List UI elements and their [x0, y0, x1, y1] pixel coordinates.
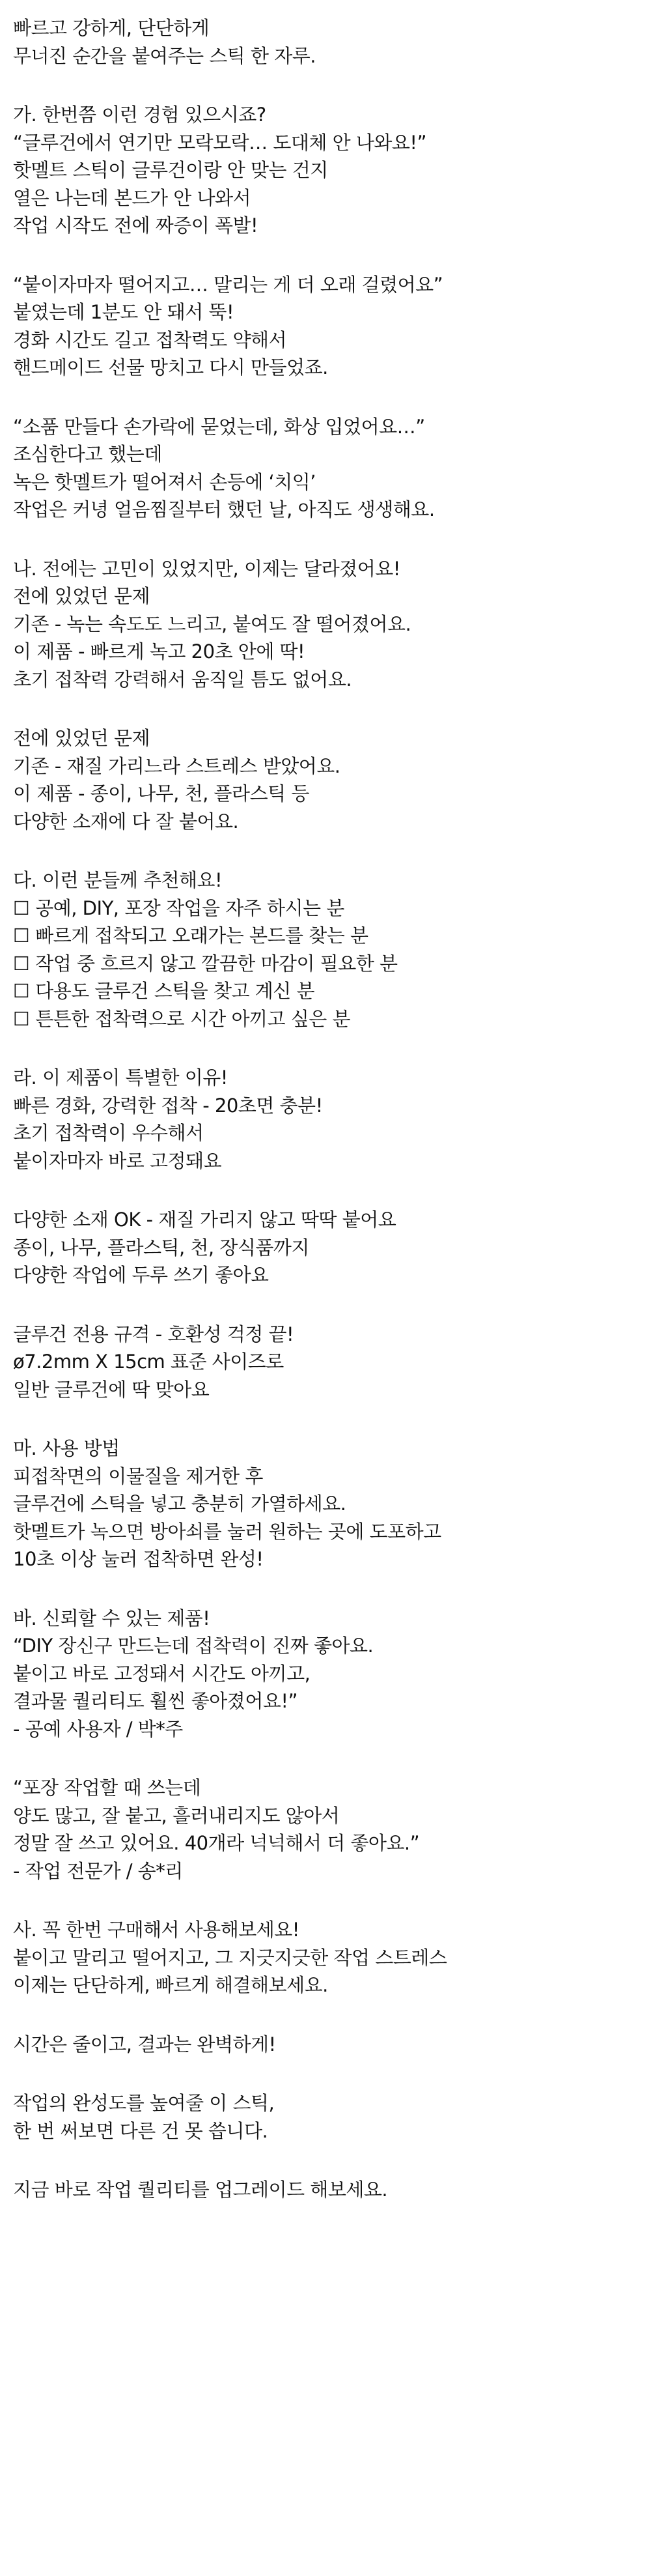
text-line: 10초 이상 눌러 접착하면 완성!: [13, 1548, 264, 1570]
text-line: - 작업 전문가 / 송*리: [13, 1859, 183, 1882]
text-line: ☐ 튼튼한 접착력으로 시간 아끼고 싶은 분: [13, 1007, 351, 1030]
text-line: 라. 이 제품이 특별한 이유!: [13, 1066, 228, 1089]
text-line: 다양한 소재 OK - 재질 가리지 않고 딱딱 붙어요: [13, 1209, 396, 1231]
text-line: 피접착면의 이물질을 제거한 후: [13, 1465, 263, 1487]
text-line: 글루건 전용 규격 - 호환성 걱정 끝!: [13, 1323, 294, 1345]
text-line: 글루건에 스틱을 넣고 충분히 가열하세요.: [13, 1493, 346, 1515]
text-line: 붙였는데 1분도 안 돼서 뚝!: [13, 301, 234, 323]
text-line: 기존 - 녹는 속도도 느리고, 붙여도 잘 떨어졌어요.: [13, 612, 411, 635]
text-line: 전에 있었던 문제: [13, 585, 150, 607]
text-paragraph: [13, 1206, 651, 1289]
text-line: 한 번 써보면 다른 건 못 씁니다.: [13, 2119, 268, 2142]
text-line: “포장 작업할 때 쓰는데: [13, 1777, 201, 1799]
text-line: 이제는 단단하게, 빠르게 해결해보세요.: [13, 1974, 328, 1996]
text-line: 다양한 소재에 다 잘 붙어요.: [13, 810, 239, 833]
text-paragraph: [13, 866, 651, 1033]
text-line: “DIY 장신구 만드는데 접착력이 진짜 좋아요.: [13, 1635, 374, 1657]
text-line: 붙이고 말리고 떨어지고, 그 지긋지긋한 작업 스트레스: [13, 1946, 447, 1969]
text-line: 가. 한번쯤 이런 경험 있으시죠?: [13, 104, 266, 126]
text-line: 핸드메이드 선물 망치고 다시 만들었죠.: [13, 356, 328, 379]
text-line: - 공예 사용자 / 박*주: [13, 1717, 183, 1740]
text-line: 경화 시간도 길고 접착력도 약해서: [13, 328, 287, 351]
text-line: 기존 - 재질 가리느라 스트레스 받았어요.: [13, 754, 340, 777]
text-line: 정말 잘 쓰고 있어요. 40개라 넉넉해서 더 좋아요.”: [13, 1832, 420, 1854]
text-line: 다. 이런 분들께 추천해요!: [13, 869, 223, 891]
text-line: ☐ 빠르게 접착되고 오래가는 본드를 찾는 분: [13, 924, 368, 947]
text-line: 마. 사용 방법: [13, 1437, 120, 1459]
text-line: 조심한다고 했는데: [13, 443, 162, 465]
text-paragraph: [13, 1774, 651, 1885]
text-paragraph: [13, 2176, 651, 2204]
text-line: 다양한 작업에 두루 쓰기 좋아요: [13, 1264, 269, 1286]
text-line: “소품 만들다 손가락에 묻었는데, 화상 입었어요…”: [13, 415, 425, 438]
text-line: 사. 꼭 한번 구매해서 사용해보세요!: [13, 1919, 299, 1941]
text-line: 이 제품 - 빠르게 녹고 20초 안에 딱!: [13, 640, 305, 663]
text-line: 초기 접착력이 우수해서: [13, 1122, 204, 1144]
text-paragraph: [13, 1435, 651, 1573]
text-paragraph: [13, 413, 651, 524]
text-line: ø7.2mm X 15cm 표준 사이즈로: [13, 1351, 284, 1373]
text-line: 빠른 경화, 강력한 접착 - 20초면 충분!: [13, 1094, 323, 1117]
text-line: 일반 글루건에 딱 맞아요: [13, 1378, 210, 1401]
text-paragraph: [13, 1064, 651, 1175]
text-paragraph: [13, 1605, 651, 1743]
text-line: 바. 신뢰할 수 있는 제품!: [13, 1607, 210, 1629]
text-line: 종이, 나무, 플라스틱, 천, 장식품까지: [13, 1236, 309, 1259]
text-line: 열은 나는데 본드가 안 나와서: [13, 186, 251, 209]
text-line: 결과물 퀄리티도 훨씬 좋아졌어요!”: [13, 1690, 298, 1712]
text-paragraph: [13, 2031, 651, 2059]
text-paragraph: [13, 555, 651, 694]
text-line: 작업은 커녕 얼음찜질부터 했던 날, 아직도 생생해요.: [13, 498, 435, 521]
text-paragraph: [13, 14, 651, 70]
text-line: 빠르고 강하게, 단단하게: [13, 17, 210, 39]
text-line: 시간은 줄이고, 결과는 완벽하게!: [13, 2033, 276, 2055]
text-line: 양도 많고, 잘 붙고, 흘러내리지도 않아서: [13, 1804, 340, 1827]
text-line: “붙이자마자 떨어지고… 말리는 게 더 오래 걸렸어요”: [13, 273, 443, 296]
text-line: 작업 시작도 전에 짜증이 폭발!: [13, 214, 258, 236]
text-line: 무너진 순간을 붙여주는 스틱 한 자루.: [13, 44, 316, 67]
text-line: 핫멜트가 녹으면 방아쇠를 눌러 원하는 곳에 도포하고: [13, 1520, 441, 1543]
text-paragraph: [13, 724, 651, 835]
text-paragraph: [13, 271, 651, 382]
text-line: 지금 바로 작업 퀄리티를 업그레이드 해보세요.: [13, 2179, 388, 2201]
text-line: 전에 있었던 문제: [13, 727, 150, 749]
text-line: ☐ 공예, DIY, 포장 작업을 자주 하시는 분: [13, 896, 344, 919]
text-line: “글루건에서 연기만 모락모락… 도대체 안 나와요!”: [13, 131, 427, 154]
text-line: ☐ 다용도 글루건 스틱을 찾고 계신 분: [13, 980, 315, 1002]
text-line: 녹은 핫멜트가 떨어져서 손등에 ‘치익’: [13, 470, 316, 493]
text-line: 붙이고 바로 고정돼서 시간도 아끼고,: [13, 1662, 311, 1685]
text-line: 이 제품 - 종이, 나무, 천, 플라스틱 등: [13, 782, 309, 805]
text-line: 핫멜트 스틱이 글루건이랑 안 맞는 건지: [13, 159, 328, 181]
text-line: 나. 전에는 고민이 있었지만, 이제는 달라졌어요!: [13, 557, 400, 580]
text-line: ☐ 작업 중 흐르지 않고 깔끔한 마감이 필요한 분: [13, 952, 398, 975]
text-paragraph: [13, 1321, 651, 1404]
text-line: 초기 접착력 강력해서 움직일 틈도 없어요.: [13, 668, 352, 691]
text-paragraph: [13, 2089, 651, 2145]
text-paragraph: [13, 1916, 651, 1999]
text-line: 붙이자마자 바로 고정돼요: [13, 1149, 222, 1172]
text-line: 작업의 완성도를 높여줄 이 스틱,: [13, 2092, 275, 2114]
text-paragraph: [13, 101, 651, 240]
